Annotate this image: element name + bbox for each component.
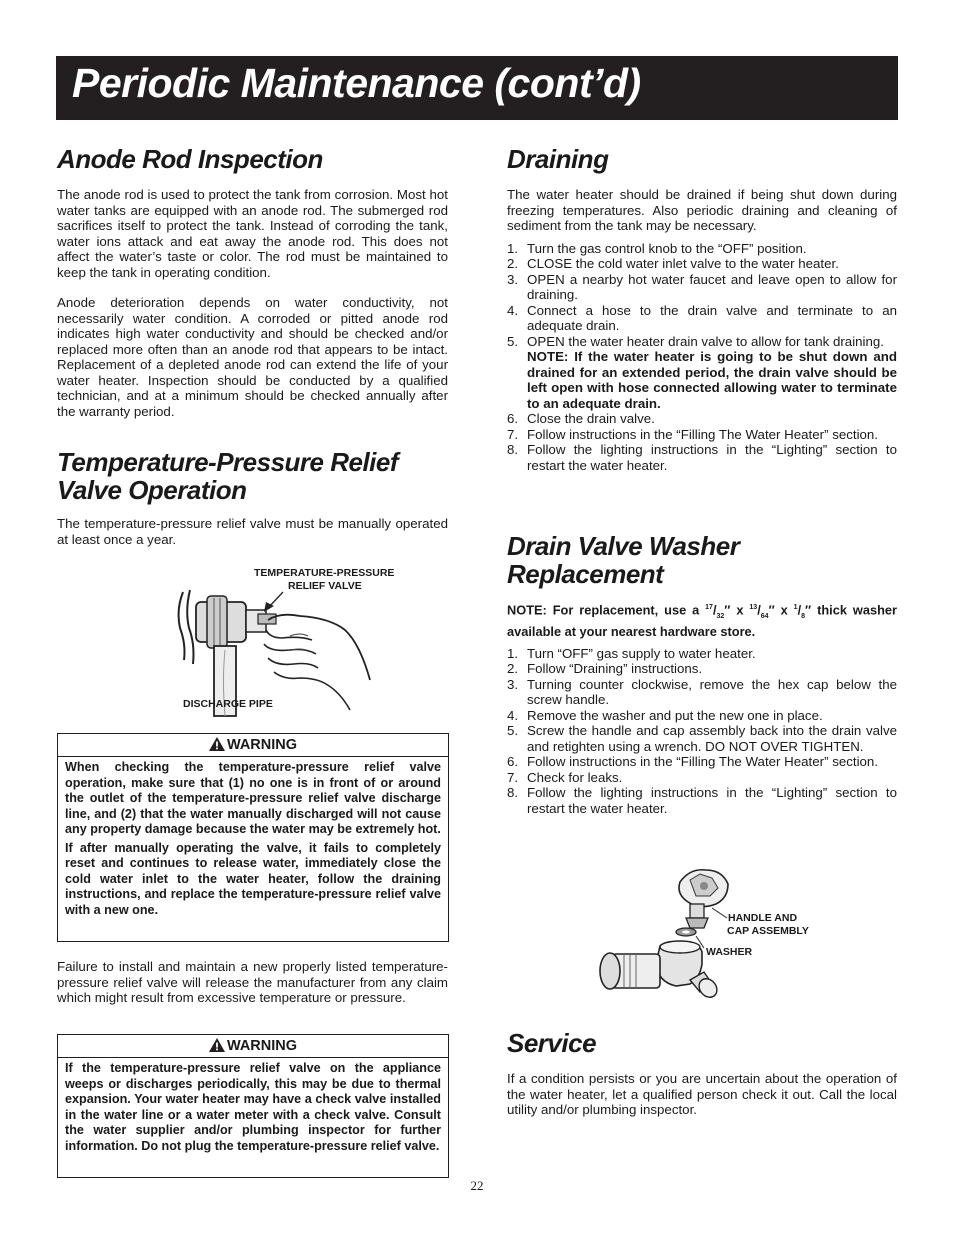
tp-label-pipe: DISCHARGE PIPE [183,698,273,710]
tp-failure-para: Failure to install and maintain a new properly listed temperature-pressure relief valve will release the manufacturer from any claim which might result from excessive temperature or pressure. [57,959,448,1005]
draining-step-8: 8. Follow the lighting instructions in the “Lighting” section to restart the water heater. [507,442,897,473]
draining-step-4: 4. Connect a hose to the drain valve and terminate to an adequate drain. [507,302,897,333]
tp-heading-line-2: Valve Operation [57,475,247,505]
tp-label-valve-1: TEMPERATURE-PRESSURE [254,567,395,579]
tp-label-valve-2: RELIEF VALVE [288,580,362,592]
washer-heading [507,532,897,588]
washer-step-7: 7. Check for leaks. [507,769,623,785]
warning-box-2 [57,1034,449,1178]
tp-valve-section [57,448,448,547]
title-banner [56,56,898,120]
warning-2-para: If the temperature-pressure relief valve on the appliance weeps or discharges periodically, this may be due to thermal expansion. Your water heater may have a check valve installed in the water line or a water meter with a check valve. Consult the water supplier and/or plumbing inspector for further information. Do not plug the temperature-pressure relief valve. [65,1061,441,1153]
draining-step-5: 5. OPEN the water heater drain valve to allow for tank draining. NOTE: If the water heater is going to be shut down and drained for an extended period, the drain valve should be left open with hose connected allowing water to terminate to an adequate drain. [507,333,897,411]
warning-1-para-1: When checking the temperature-pressure relief valve operation, make sure that (1) no one is in front of or around the outlet of the temperature-pressure relief valve discharge line, and (2) that the water manually discharged will not cause any property damage because the water may be extremely hot. [65,760,441,836]
tp-para: The temperature-pressure relief valve must be manually operated at least once a year. [57,516,448,547]
warning-1-para-2: If after manually operating the valve, it fails to completely reset and continues to release water, immediately close the cold water inlet to the water heater, follow the draining instructions, and replace the temperature-pressure relief valve with a new one. [65,840,441,917]
service-para: If a condition persists or you are uncertain about the operation of the water heater, let a qualified person check it out. Call the local utility and/or plumbing inspector. [507,1071,897,1117]
anode-heading: Anode Rod Inspection [57,144,323,174]
draining-step-5-note: NOTE: If the water heater is going to be shut down and drained for an extended period, the drain valve should be left open with hose connected allowing water to terminate to an adequate drain. [527,349,897,411]
washer-heading-line-1: Drain Valve Washer [507,531,740,561]
washer-section [507,532,897,816]
service-heading: Service [507,1028,597,1058]
draining-steps [507,241,897,474]
page-title: Periodic Maintenance (cont’d) [72,60,641,106]
draining-section [507,145,897,473]
warning-triangle-icon [209,1038,225,1052]
washer-step-3: 3. Turning counter clockwise, remove the hex cap below the screw handle. [507,676,897,708]
warning-2-label: WARNING [226,1038,298,1054]
service-section [507,1029,897,1118]
draining-step-7: 7. Follow instructions in the “Filling The Water Heater” section. [507,426,879,442]
washer-step-4: 4. Remove the washer and put the new one in place. [507,707,823,723]
anode-para-1: The anode rod is used to protect the tank from corrosion. Most hot water tanks are equipped with an anode rod. The submerged rod sacrifices itself to protect the tank. Instead of corroding the tank, water ions attack and eat away the anode rod. This does not affect the water’s taste or color. The rod must be maintained to keep the tank in operating condition. [57,187,448,280]
warning-1-label: WARNING [226,737,298,753]
washer-step-2: 2. Follow “Draining” instructions. [507,661,703,677]
tp-heading-line-1: Temperature-Pressure Relief [57,447,399,477]
washer-step-1: 1. Turn “OFF” gas supply to water heater. [507,645,756,661]
draining-heading: Draining [507,144,609,174]
washer-note: NOTE: For replacement, use a $^{17}/_{32}''$ x $^{13}/_{64}''$ x $^1/_8''$ thick washer available at your nearest hardware store. [507,602,897,640]
washer-label-handle-2: CAP ASSEMBLY [727,925,809,937]
drain-valve-illustration [0,860,954,1020]
page-number: 22 [470,1178,484,1193]
washer-step-5: 5. Screw the handle and cap assembly back into the drain valve and retighten using a wrench. DO NOT OVER TIGHTEN. [507,723,897,754]
washer-step-8: 8. Follow the lighting instructions in the “Lighting” section to restart the water heater. [507,785,897,816]
tp-heading [57,448,448,504]
anode-section [57,145,448,419]
washer-heading-line-2: Replacement [507,559,664,589]
draining-step-3: 3. OPEN a nearby hot water faucet and leave open to allow for draining. [507,271,897,302]
warning-1-header [58,734,448,757]
washer-step-6: 6. Follow instructions in the “Filling The Water Heater” section. [507,754,879,770]
draining-step-2: 2. CLOSE the cold water inlet valve to the water heater. [507,256,839,271]
washer-label-washer: WASHER [706,946,753,958]
draining-step-6: 6. Close the drain valve. [507,411,655,426]
warning-triangle-icon [209,737,225,751]
washer-label-handle-1: HANDLE AND [728,912,798,924]
draining-intro: The water heater should be drained if being shut down during freezing temperatures. Also periodic draining and cleaning of sediment from the tank may be necessary. [507,187,897,233]
anode-para-2: Anode deterioration depends on water conductivity, not necessarily water condition. A corroded or pitted anode rod indicates high water conductivity and should be checked and/or replaced more often than an anode rod that appears to be intact. Replacement of a depleted anode rod can extend the life of your water heater. Inspection should be conducted by a qualified technician, and at a minimum should be checked annually after the warranty period. [57,295,448,419]
washer-steps [507,646,897,817]
draining-step-1: 1. Turn the gas control knob to the “OFF” position. [507,240,807,256]
warning-2-header [58,1035,448,1058]
